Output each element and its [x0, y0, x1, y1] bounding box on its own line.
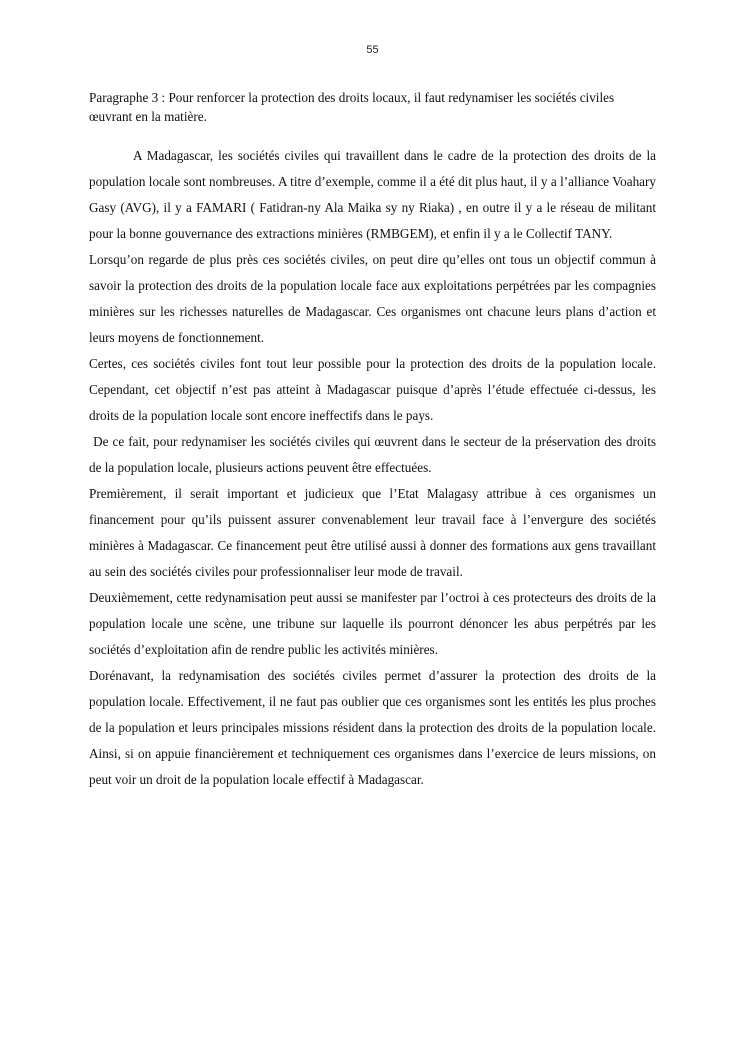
body-paragraph-7: Dorénavant, la redynamisation des sociétés civiles permet d’assurer la protection des droits de la population locale. Effectivement, il ne faut pas oublier que ces organismes sont les entités les plus proches de la population et leurs principales missions résident dans la protection des droits de la population locale. Ainsi, si on appuie financièrement et techniquement ces organismes dans l’exercice de leurs missions, on peut voir un droit de la population locale effectif à Madagascar.	[89, 668, 656, 787]
page-number: 55	[366, 44, 379, 56]
body-paragraph-5: Premièrement, il serait important et judicieux que l’Etat Malagasy attribue à ces organismes un financement pour qu’ils puissent assurer convenablement leur travail face à l’envergure des sociétés minières à Madagascar. Ce financement peut être utilisé aussi à donner des formations aux gens travaillant au sein des sociétés civiles pour professionnaliser leur mode de travail.	[89, 486, 656, 579]
section-heading: Paragraphe 3 : Pour renforcer la protection des droits locaux, il faut redynamiser les sociétés civiles œuvrant en la matière.	[89, 90, 615, 124]
body-paragraph-1: A Madagascar, les sociétés civiles qui travaillent dans le cadre de la protection des droits de la population locale sont nombreuses. A titre d’exemple, comme il a été dit plus haut, il y a l’alliance Voahary Gasy (AVG), il y a FAMARI ( Fatidran-ny Ala Maika sy ny Riaka) , en outre il y a le réseau de militant pour la bonne gouvernance des extractions minières (RMBGEM), et enfin il y a le Collectif TANY.	[89, 148, 656, 241]
body-paragraph-4: De ce fait, pour redynamiser les sociétés civiles qui œuvrent dans le secteur de la préservation des droits de la population locale, plusieurs actions peuvent être effectuées.	[89, 434, 660, 475]
spacer	[89, 126, 656, 143]
body-paragraph-3: Certes, ces sociétés civiles font tout leur possible pour la protection des droits de la population locale. Cependant, cet objectif n’est pas atteint à Madagascar puisque d’après l’étude effectuée ci-dessus, les droits de la population locale sont encore ineffectifs dans le pays.	[89, 356, 656, 423]
body-paragraph-2: Lorsqu’on regarde de plus près ces sociétés civiles, on peut dire qu’elles ont tous un objectif commun à savoir la protection des droits de la population locale face aux exploitations perpétrées par les compagnies minières sur les richesses naturelles de Madagascar. Ces organismes ont chacune leurs plans d’action et leurs moyens de fonctionnement.	[89, 252, 656, 345]
page-content	[89, 88, 660, 793]
body-paragraph-6: Deuxièmement, cette redynamisation peut aussi se manifester par l’octroi à ces protecteurs des droits de la population locale une scène, une tribune sur laquelle ils pourront dénoncer les abus perpétrés par les sociétés d’exploitation afin de rendre public les activités minières.	[89, 590, 656, 657]
